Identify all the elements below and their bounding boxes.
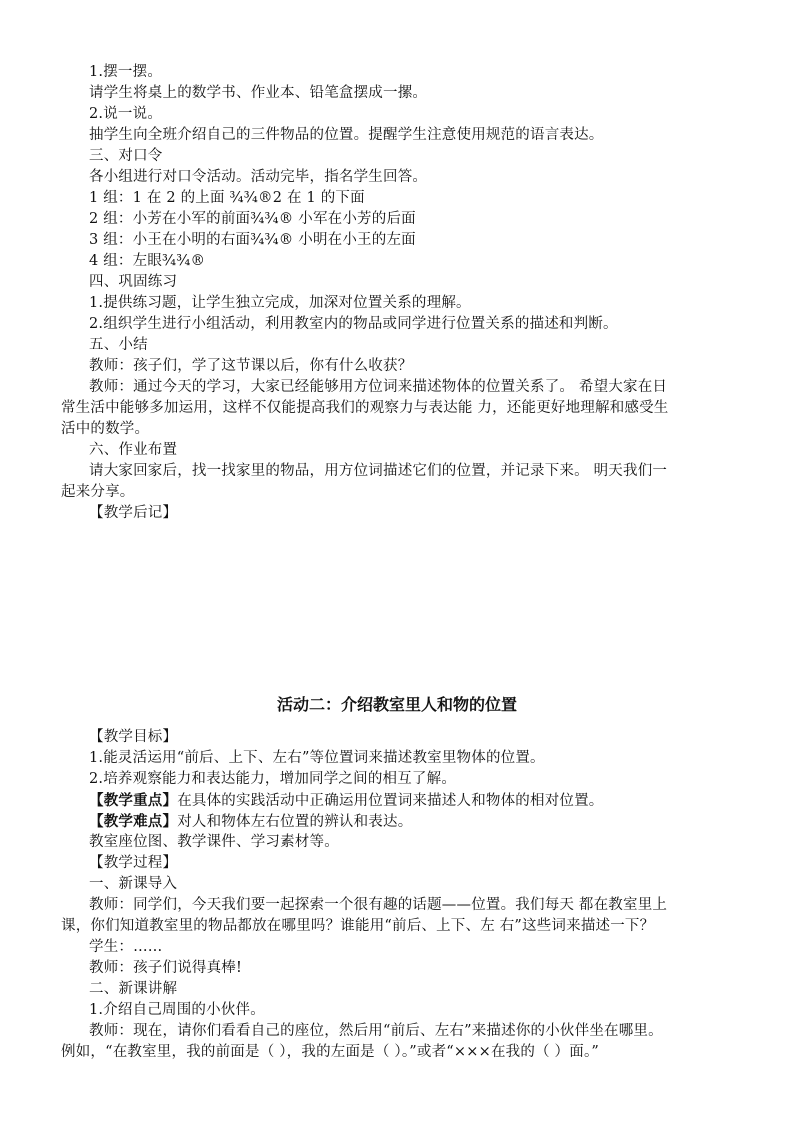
- objective-1: 1.能灵活运用“前后、上下、左右”等位置词来描述教室里物体的位置。: [89, 750, 545, 766]
- difficulties-text: 对人和物体左右位置的辨认和表达。: [177, 814, 413, 830]
- difficulties-line: [89, 811, 412, 833]
- section-five-heading: 五、小结: [89, 337, 148, 353]
- summary-paragraph-line-2: 常生活中能够多加运用，这样不仅能提高我们的观察力与表达能 力，还能更好地理解和感受生: [61, 400, 669, 416]
- group-3-line: 3 组：小王在小明的右面¾¾® 小明在小王的左面: [89, 232, 416, 248]
- homework-line-1: 请大家回家后，找一找家里的物品，用方位词描述它们的位置，并记录下来。 明天我们一: [89, 463, 668, 479]
- activity-two-title: 活动二：介绍教室里人和物的位置: [276, 695, 517, 714]
- intro-heading: 一、新课导入: [89, 876, 178, 892]
- summary-question: 教师：孩子们，学了这节课以后，你有什么收获？: [89, 358, 413, 374]
- step-say-text: 抽学生向全班介绍自己的三件物品的位置。提醒学生注意使用规范的语言表达。: [89, 127, 604, 143]
- step-say-heading: 2.说一说。: [89, 106, 163, 122]
- section-four-heading: 四、巩固练习: [89, 274, 178, 290]
- teacher-praise: 教师：孩子们说得真棒!: [89, 960, 243, 976]
- section-three-heading: 三、对口令: [89, 148, 163, 164]
- key-points-text: 在具体的实践活动中正确运用位置词来描述人和物体的相对位置。: [177, 793, 604, 809]
- section-six-heading: 六、作业布置: [89, 442, 178, 458]
- difficulties-label: 【教学难点】: [89, 813, 178, 830]
- lecture-paragraph-line-2: 例如，“在教室里，我的前面是（ ），我的左面是（ ）。”或者“×××在我的（ ）面。”: [61, 1044, 600, 1060]
- objectives-heading: 【教学目标】: [89, 729, 178, 745]
- group-4-line: 4 组：左眼¾¾®: [89, 253, 206, 269]
- materials-line: 教室座位图、教学课件、学习素材等。: [89, 834, 339, 850]
- student-response: 学生：……: [89, 939, 163, 955]
- summary-paragraph-line-1: 教师：通过今天的学习，大家已经能够用方位词来描述物体的位置关系了。 希望大家在日: [89, 379, 668, 395]
- homework-line-2: 起来分享。: [61, 484, 135, 500]
- process-heading: 【教学过程】: [89, 855, 178, 871]
- teaching-notes-heading: 【教学后记】: [89, 505, 178, 521]
- summary-paragraph-line-3: 活中的数学。: [61, 421, 150, 437]
- step-arrange-text: 请学生将桌上的数学书、作业本、铅笔盒摆成一摞。: [89, 85, 428, 101]
- practice-item-1: 1.提供练习题，让学生独立完成，加深对位置关系的理解。: [89, 295, 471, 311]
- objective-2: 2.培养观察能力和表达能力，增加同学之间的相互了解。: [89, 771, 457, 787]
- section-three-text: 各小组进行对口令活动。活动完毕，指名学生回答。: [89, 169, 428, 185]
- lecture-heading: 二、新课讲解: [89, 981, 178, 997]
- practice-item-2: 2.组织学生进行小组活动，利用教室内的物品或同学进行位置关系的描述和判断。: [89, 316, 618, 332]
- key-points-line: [89, 790, 604, 812]
- group-2-line: 2 组：小芳在小军的前面¾¾® 小军在小芳的后面: [89, 211, 416, 227]
- lecture-step-1: 1.介绍自己周围的小伙伴。: [89, 1002, 265, 1018]
- intro-paragraph-line-1: 教师：同学们，今天我们要一起探索一个很有趣的话题——位置。我们每天 都在教室里上: [89, 897, 668, 913]
- key-points-label: 【教学重点】: [89, 792, 178, 809]
- group-1-line: 1 组：1 在 2 的上面 ¾¾®2 在 1 的下面: [89, 190, 365, 206]
- intro-paragraph-line-2: 课，你们知道教室里的物品都放在哪里吗？谁能用“前后、上下、左 右”这些词来描述一下？: [61, 918, 655, 934]
- lecture-paragraph-line-1: 教师：现在，请你们看看自己的座位，然后用“前后、左右”来描述你的小伙伴坐在哪里。: [89, 1023, 663, 1039]
- step-arrange-heading: 1.摆一摆。: [89, 64, 163, 80]
